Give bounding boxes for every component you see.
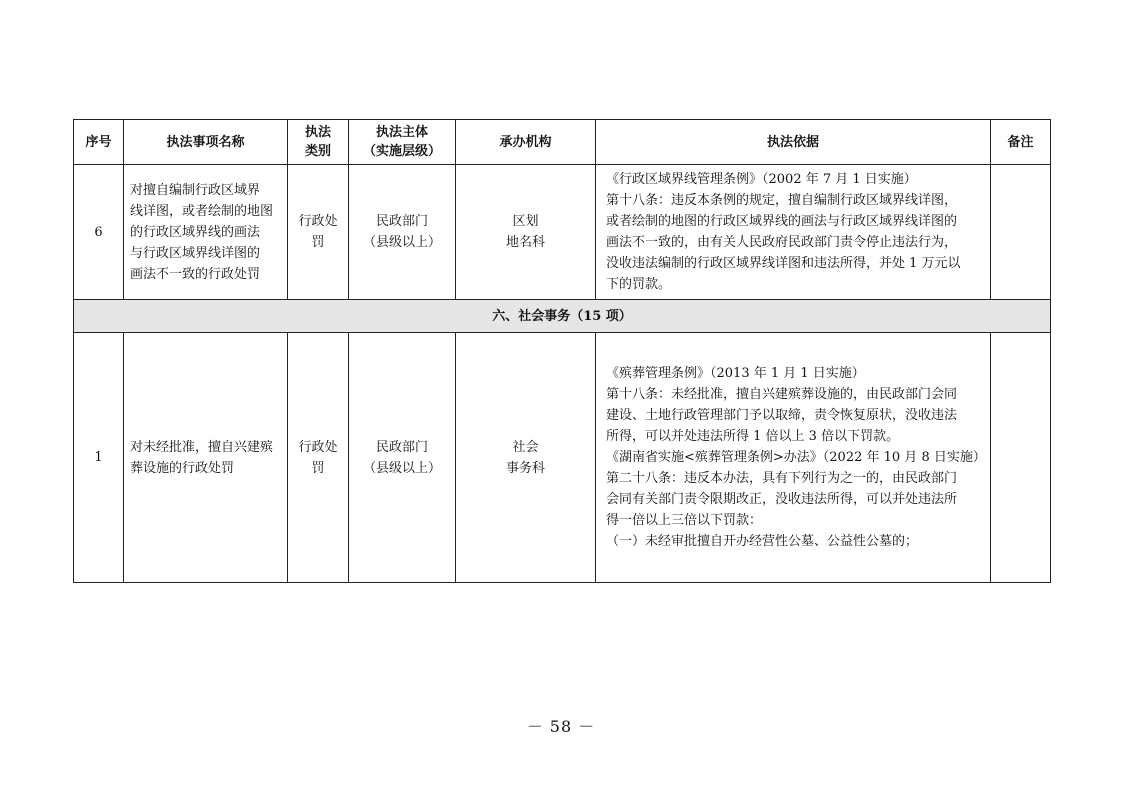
cell-line: 行政处 [298, 439, 338, 455]
enforcement-table [73, 119, 1051, 583]
cell-line: 第十八条：未经批准，擅自兴建殡葬设施的，由民政部门会同 [606, 387, 958, 402]
cell-basis [596, 333, 991, 583]
cell-line: 对擅自编制行政区域界 [130, 182, 261, 198]
cell-line: 事务科 [505, 460, 545, 476]
cell-line: （县级以上） [362, 235, 441, 250]
cell-line: 或者绘制的地图的行政区域界线的画法与行政区域界线详图的 [606, 214, 958, 229]
header-item: 执法事项名称 [124, 120, 288, 165]
header-subject-line: 执法主体 [375, 125, 428, 140]
cell-line: 地名科 [505, 235, 545, 250]
cell-line: 行政处 [298, 214, 338, 229]
header-agency: 承办机构 [456, 120, 596, 165]
header-seq: 序号 [74, 120, 124, 165]
cell-line: 的行政区域界线的画法 [130, 224, 261, 240]
header-subject [349, 120, 456, 165]
page-number: － 58 － [526, 717, 596, 736]
cell-line: 葬设施的行政处罚 [130, 460, 235, 476]
cell-subject [349, 165, 456, 300]
table-row [74, 165, 1051, 300]
section-row [74, 300, 1051, 333]
cell-line: 线详图，或者绘制的地图 [130, 203, 274, 219]
cell-line: 罚 [311, 235, 325, 250]
header-category-line: 类别 [304, 144, 331, 159]
cell-line: 第二十八条：违反本办法，具有下列行为之一的，由民政部门 [606, 471, 958, 486]
header-remarks: 备注 [991, 120, 1051, 165]
cell-line: 没收违法编制的行政区域界线详图和违法所得，并处 1 万元以 [606, 256, 961, 271]
table-row [74, 333, 1051, 583]
cell-seq: 1 [74, 333, 124, 583]
cell-line: （县级以上） [362, 460, 441, 476]
cell-line: 社会 [512, 439, 539, 455]
cell-basis [596, 165, 991, 300]
cell-line: 民政部门 [375, 214, 428, 229]
cell-line: 得一倍以上三倍以下罚款： [606, 513, 763, 528]
cell-agency [456, 165, 596, 300]
cell-line: 罚 [311, 460, 325, 476]
header-category [288, 120, 349, 165]
cell-line: 第十八条：违反本条例的规定，擅自编制行政区域界线详图， [606, 193, 958, 208]
cell-line: 会同有关部门责令限期改正，没收违法所得，可以并处违法所 [606, 492, 958, 507]
cell-line: 画法不一致的行政处罚 [130, 266, 261, 282]
header-subject-line: （实施层级） [362, 144, 441, 159]
cell-line: 所得，可以并处违法所得 1 倍以上 3 倍以下罚款。 [606, 429, 900, 444]
cell-category [288, 165, 349, 300]
header-category-line: 执法 [304, 125, 331, 140]
cell-subject [349, 333, 456, 583]
section-title: 六、社会事务（15 项） [74, 300, 1051, 333]
cell-category [288, 333, 349, 583]
cell-line: 《湖南省实施<殡葬管理条例>办法》（2022 年 10 月 8 日实施） [606, 450, 986, 465]
cell-line: 与行政区域界线详图的 [130, 245, 261, 261]
cell-item [124, 165, 288, 300]
cell-line: 画法不一致的，由有关人民政府民政部门责令停止违法行为， [606, 235, 958, 250]
cell-line: 下的罚款。 [606, 277, 672, 292]
cell-line: （一）未经审批擅自开办经营性公墓、公益性公墓的； [606, 534, 919, 549]
cell-agency [456, 333, 596, 583]
cell-line: 对未经批准，擅自兴建殡 [130, 439, 274, 455]
cell-item [124, 333, 288, 583]
cell-remarks [991, 333, 1051, 583]
table-header-row [74, 120, 1051, 165]
cell-line: 《殡葬管理条例》（2013 年 1 月 1 日实施） [606, 366, 865, 381]
cell-remarks [991, 165, 1051, 300]
cell-line: 区划 [512, 214, 539, 229]
cell-seq: 6 [74, 165, 124, 300]
cell-line: 《行政区域界线管理条例》（2002 年 7 月 1 日实施） [606, 172, 917, 187]
cell-line: 民政部门 [375, 439, 428, 455]
cell-line: 建设、土地行政管理部门予以取缔，责令恢复原状，没收违法 [606, 408, 958, 423]
header-basis: 执法依据 [596, 120, 991, 165]
